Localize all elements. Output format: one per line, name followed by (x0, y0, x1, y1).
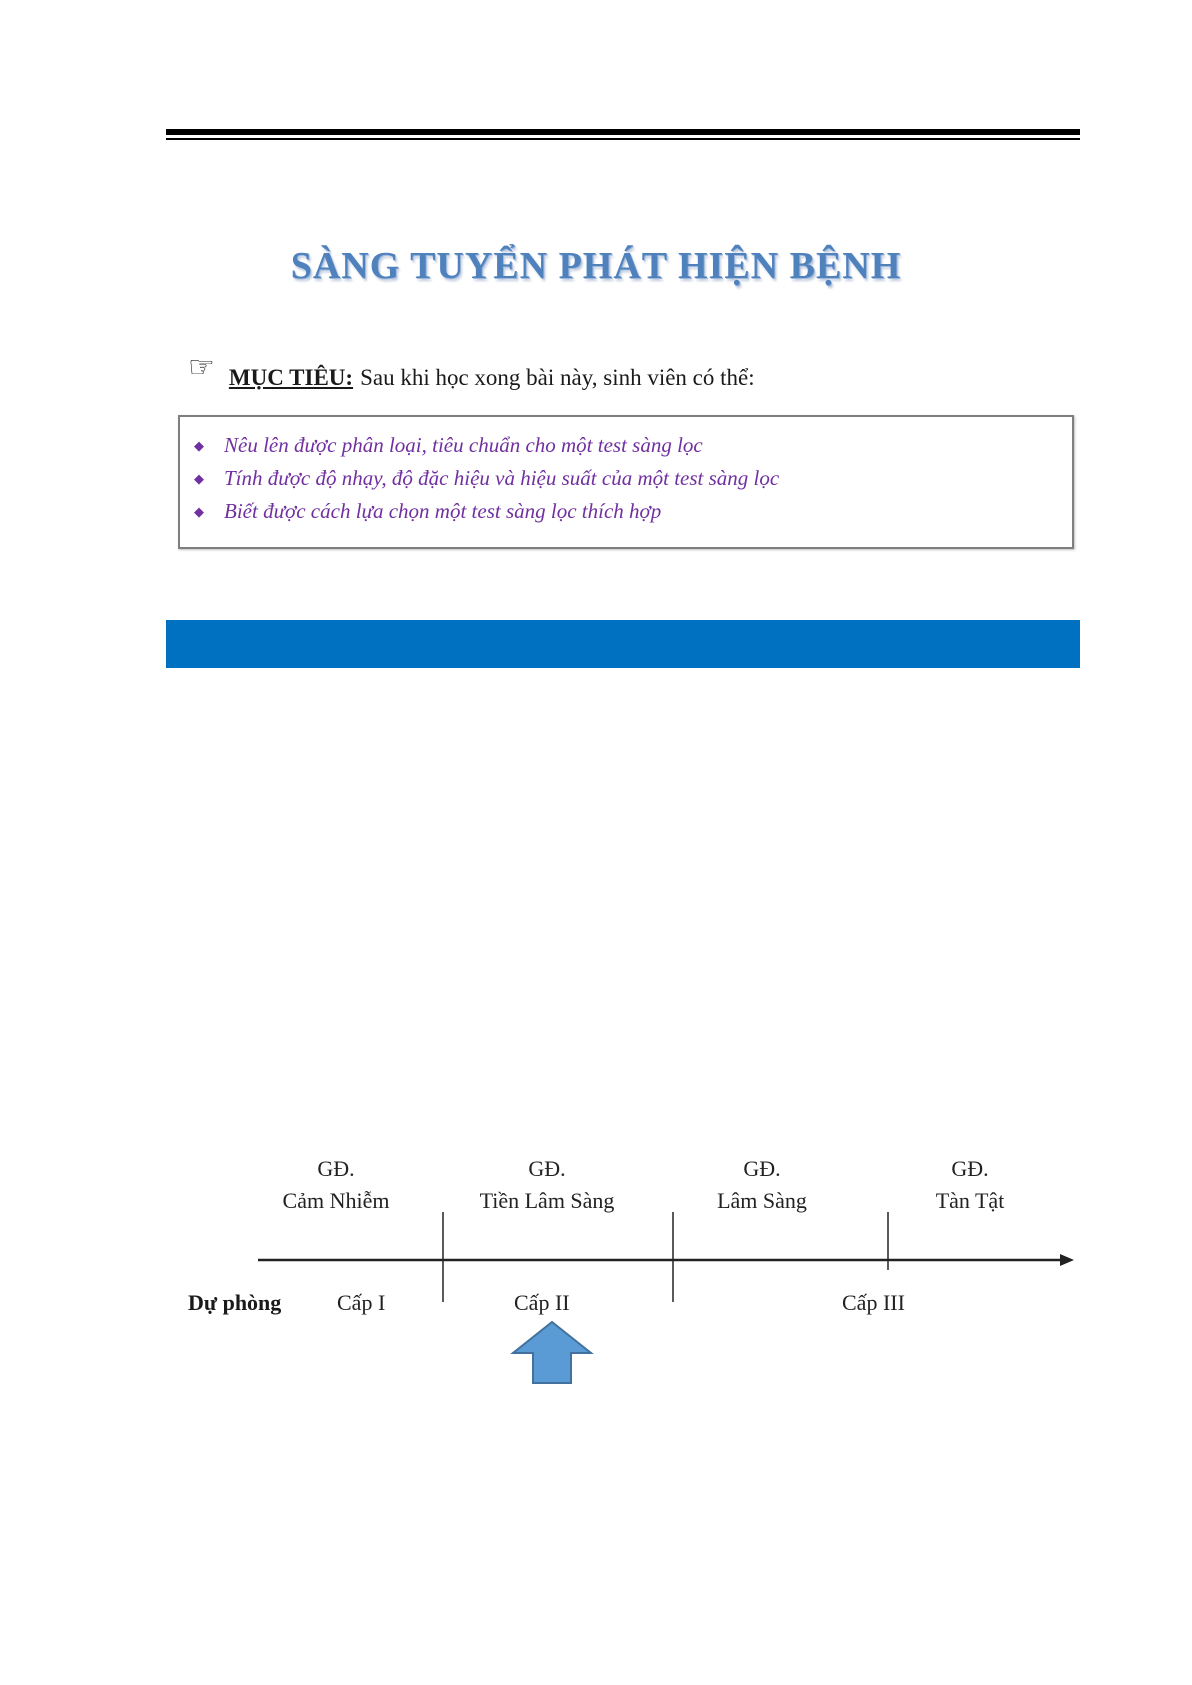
stage-prefix: GĐ. (528, 1156, 566, 1181)
pointing-hand-icon: ☞ (188, 351, 215, 384)
stage-prefix: GĐ. (317, 1156, 355, 1181)
objective-item-text: Nêu lên được phân loại, tiêu chuẩn cho một test sàng lọc (224, 433, 703, 457)
up-arrow-icon (513, 1322, 591, 1383)
objective-item-text: Tính được độ nhạy, độ đặc hiệu và hiệu suất của một test sàng lọc (224, 466, 780, 490)
diamond-bullet-icon: ◆ (194, 437, 204, 453)
objective-item-text: Biết được cách lựa chọn một test sàng lọc thích hợp (224, 499, 662, 523)
diamond-bullet-icon: ◆ (194, 470, 204, 486)
stage-name: Tiền Lâm Sàng (479, 1187, 615, 1213)
stage-name: Tàn Tật (935, 1187, 1005, 1213)
objective-item (194, 499, 661, 524)
prevention-level-label: Cấp III (842, 1290, 905, 1315)
stage-label (717, 1153, 807, 1217)
objective-item (194, 466, 779, 491)
stage-prefix: GĐ. (743, 1156, 781, 1181)
objective-box (178, 415, 1074, 549)
stage-label (283, 1153, 390, 1217)
stage-prefix: GĐ. (951, 1156, 989, 1181)
stage-name: Cảm Nhiễm (282, 1187, 390, 1213)
page-title: SÀNG TUYỂN PHÁT HIỆN BỆNH (290, 245, 902, 287)
header-rule-thin (166, 138, 1080, 140)
objective-intro: Sau khi học xong bài này, sinh viên có thể: (360, 365, 755, 390)
objective-item (194, 433, 703, 458)
section-header-bar (166, 620, 1080, 668)
diamond-bullet-icon: ◆ (194, 503, 204, 519)
stage-name: Lâm Sàng (717, 1187, 807, 1213)
prevention-level-label: Cấp I (337, 1290, 386, 1315)
stage-label (936, 1153, 1005, 1217)
header-rule-thick (166, 129, 1080, 135)
prevention-label: Dự phòng (188, 1290, 282, 1315)
timeline-arrowhead (1060, 1254, 1074, 1266)
objective-label: MỤC TIÊU: (228, 365, 354, 390)
objective-heading (188, 351, 755, 393)
stage-label (480, 1153, 615, 1217)
prevention-level-label: Cấp II (514, 1290, 570, 1315)
